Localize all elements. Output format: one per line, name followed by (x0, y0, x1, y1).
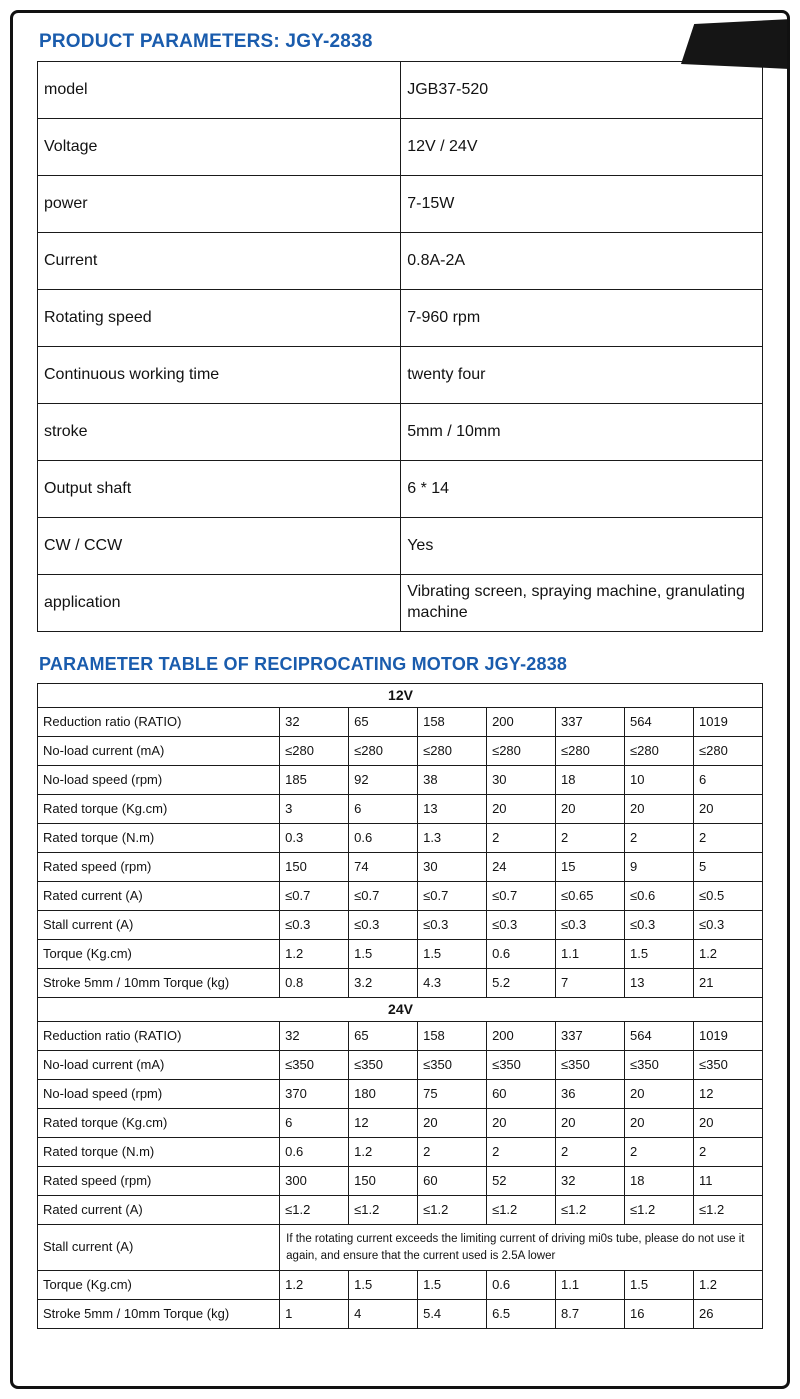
param-row-value: 5.2 (487, 969, 556, 998)
param-row-value: 1 (280, 1300, 349, 1329)
param-table-row (38, 1167, 763, 1196)
param-row-value: ≤280 (487, 737, 556, 766)
param-row-value: 60 (487, 1080, 556, 1109)
param-row-label: Rated torque (N.m) (38, 1138, 280, 1167)
param-row-value: 1.2 (693, 1271, 762, 1300)
param-row-value: ≤0.3 (487, 911, 556, 940)
param-row-label: Reduction ratio (RATIO) (38, 708, 280, 737)
param-row-value: 1019 (693, 1022, 762, 1051)
param-table-row (38, 737, 763, 766)
param-row-label: Torque (Kg.cm) (38, 940, 280, 969)
param-row-value: ≤0.65 (556, 882, 625, 911)
param-table-row (38, 911, 763, 940)
param-row-value: 1.5 (625, 940, 694, 969)
param-row-value: ≤350 (625, 1051, 694, 1080)
param-row-label: No-load current (mA) (38, 737, 280, 766)
param-row-value: 20 (693, 1109, 762, 1138)
section-title-product-parameters: PRODUCT PARAMETERS: JGY-2838 (39, 31, 373, 52)
param-row-value: 20 (418, 1109, 487, 1138)
voltage-section-header-row (38, 684, 763, 708)
param-row-value: 24 (487, 853, 556, 882)
param-row-value: 12 (693, 1080, 762, 1109)
product-table-row (38, 575, 763, 632)
param-row-value: 1.2 (280, 940, 349, 969)
param-row-note: If the rotating current exceeds the limiting current of driving mi0s tube, please do not use it again, and ensure that the current used is 2.5A lower (280, 1225, 763, 1271)
param-row-value: 16 (625, 1300, 694, 1329)
param-row-value: 20 (487, 795, 556, 824)
param-row-label: Torque (Kg.cm) (38, 1271, 280, 1300)
param-row-value: 21 (693, 969, 762, 998)
param-table-row (38, 1225, 763, 1271)
param-row-label: Rated torque (N.m) (38, 824, 280, 853)
param-row-label: Reduction ratio (RATIO) (38, 1022, 280, 1051)
product-table-row (38, 176, 763, 233)
param-row-value: 564 (625, 1022, 694, 1051)
param-row-value: ≤350 (487, 1051, 556, 1080)
param-row-value: 300 (280, 1167, 349, 1196)
param-row-value: 150 (349, 1167, 418, 1196)
param-row-value: 6 (693, 766, 762, 795)
param-row-value: 15 (556, 853, 625, 882)
param-table-row (38, 1271, 763, 1300)
param-row-value: 9 (625, 853, 694, 882)
param-row-value: 52 (487, 1167, 556, 1196)
param-row-value: 11 (693, 1167, 762, 1196)
param-row-value: ≤1.2 (625, 1196, 694, 1225)
product-row-label: Continuous working time (38, 347, 401, 404)
param-row-value: 2 (625, 824, 694, 853)
param-row-value: 337 (556, 1022, 625, 1051)
param-row-value: ≤280 (693, 737, 762, 766)
param-row-value: 10 (625, 766, 694, 795)
reciprocating-motor-parameter-table (37, 683, 763, 1329)
section-title-parameter-table: PARAMETER TABLE OF RECIPROCATING MOTOR JGY-2838 (39, 654, 568, 674)
param-row-label: Rated torque (Kg.cm) (38, 1109, 280, 1138)
param-row-value: 0.3 (280, 824, 349, 853)
param-row-label: Rated current (A) (38, 1196, 280, 1225)
param-row-value: ≤0.3 (349, 911, 418, 940)
product-row-value: 5mm / 10mm (401, 404, 763, 461)
product-table-row (38, 290, 763, 347)
param-row-value: 150 (280, 853, 349, 882)
param-row-value: ≤0.5 (693, 882, 762, 911)
param-row-value: ≤0.7 (487, 882, 556, 911)
param-row-value: 75 (418, 1080, 487, 1109)
param-row-value: 1.5 (349, 940, 418, 969)
product-table-row (38, 461, 763, 518)
param-row-label: Rated speed (rpm) (38, 853, 280, 882)
product-table-row (38, 518, 763, 575)
param-row-value: 2 (487, 1138, 556, 1167)
param-table-row (38, 824, 763, 853)
param-row-value: 30 (418, 853, 487, 882)
param-row-value: 4 (349, 1300, 418, 1329)
param-row-value: ≤280 (349, 737, 418, 766)
param-row-value: 4.3 (418, 969, 487, 998)
param-table-body (38, 684, 763, 1329)
param-row-value: 20 (693, 795, 762, 824)
param-row-value: 1.2 (349, 1138, 418, 1167)
param-row-label: Stall current (A) (38, 911, 280, 940)
param-row-value: ≤1.2 (280, 1196, 349, 1225)
param-row-value: 0.6 (487, 1271, 556, 1300)
param-table-row (38, 795, 763, 824)
param-row-value: 1.2 (280, 1271, 349, 1300)
product-table-row (38, 347, 763, 404)
param-table-row (38, 1051, 763, 1080)
param-row-label: No-load current (mA) (38, 1051, 280, 1080)
param-row-value: 30 (487, 766, 556, 795)
param-row-value: 1.3 (418, 824, 487, 853)
product-row-label: Voltage (38, 119, 401, 176)
param-row-value: 13 (418, 795, 487, 824)
product-row-value: 12V / 24V (401, 119, 763, 176)
param-row-value: 3 (280, 795, 349, 824)
param-row-value: 20 (625, 1080, 694, 1109)
param-row-value: ≤1.2 (349, 1196, 418, 1225)
product-table-row (38, 119, 763, 176)
param-table-row (38, 1022, 763, 1051)
param-row-value: ≤350 (556, 1051, 625, 1080)
param-row-value: 2 (556, 824, 625, 853)
product-row-value: 7-15W (401, 176, 763, 233)
param-table-row (38, 1109, 763, 1138)
param-row-value: ≤280 (625, 737, 694, 766)
param-row-value: 12 (349, 1109, 418, 1138)
param-row-value: 65 (349, 1022, 418, 1051)
param-table-row (38, 853, 763, 882)
param-table-row (38, 969, 763, 998)
param-row-value: ≤280 (418, 737, 487, 766)
param-row-value: 1.2 (693, 940, 762, 969)
product-row-label: Output shaft (38, 461, 401, 518)
param-row-value: ≤1.2 (693, 1196, 762, 1225)
product-row-value: JGB37-520 (401, 62, 763, 119)
param-row-value: 5.4 (418, 1300, 487, 1329)
param-row-value: 0.8 (280, 969, 349, 998)
param-row-value: ≤350 (418, 1051, 487, 1080)
param-row-value: ≤1.2 (487, 1196, 556, 1225)
param-row-value: 158 (418, 1022, 487, 1051)
param-table-row (38, 708, 763, 737)
param-row-value: 180 (349, 1080, 418, 1109)
param-row-value: ≤0.7 (418, 882, 487, 911)
param-row-value: ≤350 (349, 1051, 418, 1080)
param-row-value: 3.2 (349, 969, 418, 998)
param-row-value: 65 (349, 708, 418, 737)
param-row-value: 20 (556, 1109, 625, 1138)
param-row-value: 1.5 (349, 1271, 418, 1300)
param-row-value: 1.5 (418, 940, 487, 969)
param-row-value: ≤280 (280, 737, 349, 766)
param-row-value: 20 (487, 1109, 556, 1138)
param-row-value: 8.7 (556, 1300, 625, 1329)
param-row-value: ≤0.3 (280, 911, 349, 940)
product-row-label: application (38, 575, 401, 632)
param-row-value: ≤1.2 (556, 1196, 625, 1225)
param-row-value: 18 (556, 766, 625, 795)
product-table-body (38, 62, 763, 632)
product-row-label: Rotating speed (38, 290, 401, 347)
voltage-section-header: 24V (38, 998, 763, 1022)
param-row-value: 2 (487, 824, 556, 853)
param-row-label: Stall current (A) (38, 1225, 280, 1271)
param-row-value: 74 (349, 853, 418, 882)
param-row-value: 2 (693, 824, 762, 853)
param-row-value: ≤0.3 (418, 911, 487, 940)
param-row-value: 38 (418, 766, 487, 795)
param-table-row (38, 1080, 763, 1109)
param-row-value: 564 (625, 708, 694, 737)
param-row-value: ≤1.2 (418, 1196, 487, 1225)
param-row-value: 6 (349, 795, 418, 824)
param-row-value: ≤350 (280, 1051, 349, 1080)
param-row-value: 2 (625, 1138, 694, 1167)
param-row-label: Stroke 5mm / 10mm Torque (kg) (38, 969, 280, 998)
param-row-value: 1.1 (556, 1271, 625, 1300)
param-row-value: 92 (349, 766, 418, 795)
param-row-value: 1.5 (418, 1271, 487, 1300)
param-row-value: 20 (625, 795, 694, 824)
product-row-value: Vibrating screen, spraying machine, granulating machine (401, 575, 763, 632)
param-table-row (38, 1300, 763, 1329)
product-row-value: Yes (401, 518, 763, 575)
param-table-row (38, 882, 763, 911)
product-row-value: twenty four (401, 347, 763, 404)
param-row-value: 1.5 (625, 1271, 694, 1300)
param-row-value: ≤0.3 (693, 911, 762, 940)
param-row-value: 200 (487, 1022, 556, 1051)
param-row-value: ≤350 (693, 1051, 762, 1080)
param-row-value: 36 (556, 1080, 625, 1109)
param-row-label: Rated speed (rpm) (38, 1167, 280, 1196)
param-row-value: 1.1 (556, 940, 625, 969)
param-row-value: 2 (418, 1138, 487, 1167)
page-frame (10, 10, 790, 1389)
param-row-value: 7 (556, 969, 625, 998)
param-row-value: ≤0.7 (280, 882, 349, 911)
param-row-value: 6 (280, 1109, 349, 1138)
product-row-value: 6 * 14 (401, 461, 763, 518)
param-row-label: No-load speed (rpm) (38, 1080, 280, 1109)
param-row-value: 26 (693, 1300, 762, 1329)
param-row-value: 370 (280, 1080, 349, 1109)
product-parameters-table (37, 61, 763, 632)
param-row-value: 0.6 (487, 940, 556, 969)
param-row-value: 158 (418, 708, 487, 737)
param-row-label: No-load speed (rpm) (38, 766, 280, 795)
param-row-label: Rated current (A) (38, 882, 280, 911)
param-row-value: 1019 (693, 708, 762, 737)
param-row-value: 200 (487, 708, 556, 737)
param-row-value: ≤280 (556, 737, 625, 766)
param-row-value: ≤0.7 (349, 882, 418, 911)
param-row-value: 185 (280, 766, 349, 795)
product-row-value: 7-960 rpm (401, 290, 763, 347)
param-row-value: ≤0.6 (625, 882, 694, 911)
param-row-value: 13 (625, 969, 694, 998)
corner-ribbon-decoration (681, 19, 790, 69)
param-row-value: 60 (418, 1167, 487, 1196)
param-table-row (38, 766, 763, 795)
param-row-value: 18 (625, 1167, 694, 1196)
param-row-value: 20 (556, 795, 625, 824)
param-table-row (38, 1196, 763, 1225)
param-row-value: 0.6 (349, 824, 418, 853)
product-row-label: Current (38, 233, 401, 290)
param-row-value: 20 (625, 1109, 694, 1138)
product-row-label: stroke (38, 404, 401, 461)
param-row-value: 5 (693, 853, 762, 882)
param-row-value: 0.6 (280, 1138, 349, 1167)
param-row-label: Stroke 5mm / 10mm Torque (kg) (38, 1300, 280, 1329)
product-row-label: power (38, 176, 401, 233)
product-row-value: 0.8A-2A (401, 233, 763, 290)
product-row-label: CW / CCW (38, 518, 401, 575)
param-table-row (38, 940, 763, 969)
param-row-value: 32 (556, 1167, 625, 1196)
product-table-row (38, 62, 763, 119)
param-table-row (38, 1138, 763, 1167)
voltage-section-header: 12V (38, 684, 763, 708)
product-table-row (38, 233, 763, 290)
param-row-value: ≤0.3 (556, 911, 625, 940)
param-row-label: Rated torque (Kg.cm) (38, 795, 280, 824)
param-row-value: 337 (556, 708, 625, 737)
voltage-section-header-row (38, 998, 763, 1022)
product-row-label: model (38, 62, 401, 119)
param-row-value: 6.5 (487, 1300, 556, 1329)
product-table-row (38, 404, 763, 461)
param-row-value: 32 (280, 1022, 349, 1051)
param-row-value: 2 (693, 1138, 762, 1167)
param-row-value: 2 (556, 1138, 625, 1167)
param-row-value: ≤0.3 (625, 911, 694, 940)
param-row-value: 32 (280, 708, 349, 737)
